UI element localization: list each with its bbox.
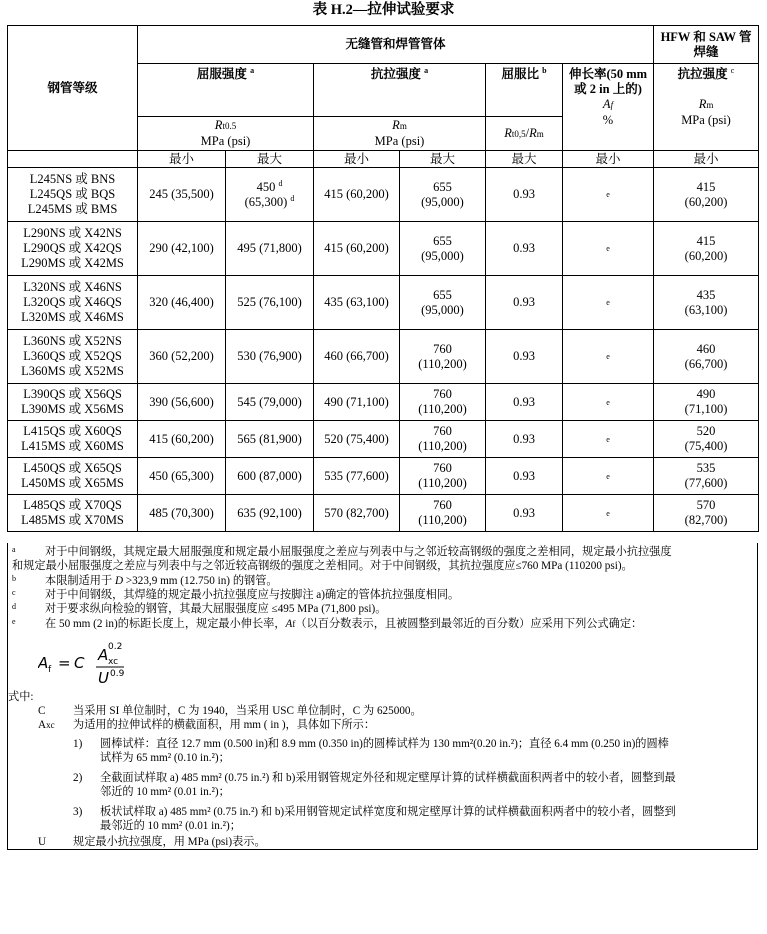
where-axc-key: Axc — [38, 719, 55, 731]
header-weld-tensile: 抗拉强度 $^c$ Rm MPa (psi) — [654, 64, 759, 151]
ys-max-cell: 450 $^d$ (65,300) $^d$ — [226, 168, 314, 222]
ys-min-cell: 320 (46,400) — [138, 276, 226, 330]
ys-min-cell: 415 (60,200) — [138, 421, 226, 458]
footnotes: a 对于中间钢级，其规定最大屈服强度和规定最小屈服强度之差应与列表中与之邻近较高钢级的强度之差相同，规定最小抗拉强度 和规定最小屈服强度之差应与列表中与之邻近较高钢级的强度之差相同。对于中间钢级，其抗拉强度应≤760 MPa (110200 psi)。 b 本限制适用于 D >323,9 mm (12.750 in) 的钢管。 c 对于中间钢级，其焊缝的规定最小抗拉强度应与按脚注 a)确定的管体抗拉强度相同。 d 对于要求纵向检验的钢管，其最大屈服强度应 ≤495 MPa (71,800 psi)。 e 在 50 mm (2 in)的标距长度上，规定最小伸长率，Af（以百分数表示，且被圆整到最邻近的百分数）应采用下列公式确定： A f = C A xc 0.2 U 0.9 式中: C 当采用 SI 单位制时，C 为 1940，当采用 USC 单位制时，C 为 625000。 Axc 为适用的拉伸试样的横截面积，用 mm ( in )，具体如下所示： 1) 圆棒试样：直径 12.7 mm (0.500 in)和 8.9 mm (0.350 in)的圆棒试样为 130 mm²(0.20 in.²)；直径 6.4 mm (0.250 in)的圆棒 试样为 65 mm² (0.10 in.²)； 2) 全截面试样取 a) 485 mm² (0.75 in.²) 和 b)采用钢管规定外径和规定壁厚计算的试样横截面积两者中的较小者，圆整到最 邻近的 10 mm² (0.01 in.²)； 3) 板状试样取 a) 485 mm² (0.75 in.²) 和 b)采用钢管规定试样宽度和规定壁厚计算的试样横截面积两者中的较小者，圆整到 最邻近的 10 mm² (0.01 in.²)； U 规定最小抗拉强度，用 MPa (psi)表示。 — [7, 543, 758, 850]
ts-min-cell: 570 (82,700) — [314, 495, 400, 532]
header-grade: 钢管等级 — [8, 26, 138, 151]
ts-min-cell: 490 (71,100) — [314, 384, 400, 421]
ys-min-cell: 290 (42,100) — [138, 222, 226, 276]
header-elongation: 伸长率(50 mm 或 2 in 上的) Af % — [563, 64, 654, 151]
ys-max-cell: 545 (79,000) — [226, 384, 314, 421]
ts-max-cell: 760 (110,200) — [400, 384, 486, 421]
elong-cell: e — [563, 168, 654, 222]
header-yield-ratio: 屈服比 $^b$ — [486, 64, 563, 117]
ys-max-cell: 525 (76,100) — [226, 276, 314, 330]
table-row — [8, 458, 759, 495]
ts-min-cell: 415 (60,200) — [314, 222, 400, 276]
ts-max-cell: 760 (110,200) — [400, 495, 486, 532]
elong-cell: e — [563, 458, 654, 495]
ts-max-cell: 655 (95,000) — [400, 168, 486, 222]
formula-den: U — [98, 669, 109, 687]
formula-num-sub: xc — [108, 657, 119, 667]
where-u-key: U — [38, 836, 47, 848]
table-row — [8, 421, 759, 458]
ratio-cell: 0.93 — [486, 421, 563, 458]
elong-cell: e — [563, 222, 654, 276]
ts-max-cell: 655 (95,000) — [400, 222, 486, 276]
header-yield-strength: 屈服强度 $^a$ — [138, 64, 314, 117]
elong-cell: e — [563, 421, 654, 458]
table-title: 表 H.2—拉伸试验要求 — [312, 2, 455, 18]
grade-cell: L245NS 或 BNS L245QS 或 BQS L245MS 或 BMS — [8, 168, 138, 222]
header-ratio-symbol: Rt0,5/Rm — [486, 117, 563, 151]
where-label: 式中: — [8, 691, 34, 703]
formula-eq: = — [58, 654, 71, 672]
ys-max-cell: 600 (87,000) — [226, 458, 314, 495]
grade-cell: L415QS 或 X60QS L415MS 或 X60MS — [8, 421, 138, 458]
header-ys-max: 最大 — [226, 151, 314, 168]
list-item: 圆棒试样：直径 12.7 mm (0.500 in)和 8.9 mm (0.350 in)的圆棒试样为 130 mm²(0.20 in.²)；直径 6.4 mm (0.250 in)的圆棒 试样为 65 mm² (0.10 in.²)； — [100, 738, 669, 764]
elong-cell: e — [563, 495, 654, 532]
header-elong-min: 最小 — [563, 151, 654, 168]
where-u-text: 规定最小抗拉强度，用 MPa (psi)表示。 — [73, 836, 266, 848]
ratio-cell: 0.93 — [486, 458, 563, 495]
formula-num: A — [98, 646, 109, 664]
header-hfw-saw: HFW 和 SAW 管焊缝 — [654, 26, 759, 64]
weld-cell: 435 (63,100) — [654, 276, 759, 330]
weld-cell: 520 (75,400) — [654, 421, 759, 458]
grade-cell: L450QS 或 X65QS L450MS 或 X65MS — [8, 458, 138, 495]
ys-max-cell: 495 (71,800) — [226, 222, 314, 276]
header-ts-max: 最大 — [400, 151, 486, 168]
ratio-cell: 0.93 — [486, 384, 563, 421]
weld-cell: 490 (71,100) — [654, 384, 759, 421]
table-row — [8, 330, 759, 384]
ts-min-cell: 415 (60,200) — [314, 168, 400, 222]
header-tensile-strength: 抗拉强度 $^a$ — [314, 64, 486, 117]
weld-cell: 415 (60,200) — [654, 168, 759, 222]
ys-max-cell: 635 (92,100) — [226, 495, 314, 532]
ys-max-cell: 530 (76,900) — [226, 330, 314, 384]
tensile-requirements-table — [7, 25, 759, 532]
elong-cell: e — [563, 276, 654, 330]
ts-max-cell: 760 (110,200) — [400, 458, 486, 495]
ts-max-cell: 760 (110,200) — [400, 330, 486, 384]
formula-coef: C — [74, 654, 85, 672]
weld-cell: 415 (60,200) — [654, 222, 759, 276]
ts-min-cell: 460 (66,700) — [314, 330, 400, 384]
list-item-number: 1) — [73, 738, 83, 750]
ys-min-cell: 485 (70,300) — [138, 495, 226, 532]
ratio-cell: 0.93 — [486, 330, 563, 384]
grade-cell: L320NS 或 X46NS L320QS 或 X46QS L320MS 或 X46MS — [8, 276, 138, 330]
ts-max-cell: 655 (95,000) — [400, 276, 486, 330]
ys-min-cell: 390 (56,600) — [138, 384, 226, 421]
elong-cell: e — [563, 330, 654, 384]
header-weld-min: 最小 — [654, 151, 759, 168]
header-ys-min: 最小 — [138, 151, 226, 168]
grade-cell: L360NS 或 X52NS L360QS 或 X52QS L360MS 或 X52MS — [8, 330, 138, 384]
ys-min-cell: 450 (65,300) — [138, 458, 226, 495]
ys-min-cell: 245 (35,500) — [138, 168, 226, 222]
grade-cell: L390QS 或 X56QS L390MS 或 X56MS — [8, 384, 138, 421]
elongation-formula — [38, 639, 158, 689]
formula-lhs: A — [38, 654, 49, 672]
table-row — [8, 222, 759, 276]
weld-cell: 570 (82,700) — [654, 495, 759, 532]
list-item-number: 2) — [73, 772, 83, 784]
table-row — [8, 168, 759, 222]
header-blank — [8, 151, 138, 168]
grade-cell: L290NS 或 X42NS L290QS 或 X42QS L290MS 或 X42MS — [8, 222, 138, 276]
header-ratio-max: 最大 — [486, 151, 563, 168]
ratio-cell: 0.93 — [486, 168, 563, 222]
formula-lhs-sub: f — [48, 665, 52, 675]
table-row — [8, 495, 759, 532]
where-axc-text: 为适用的拉伸试样的横截面积，用 mm ( in )，具体如下所示： — [73, 719, 376, 731]
formula-num-exp: 0.2 — [108, 642, 123, 652]
header-ts-min: 最小 — [314, 151, 400, 168]
where-c-text: 当采用 SI 单位制时，C 为 1940，当采用 USC 单位制时，C 为 625000。 — [73, 705, 422, 717]
ys-max-cell: 565 (81,900) — [226, 421, 314, 458]
grade-cell: L485QS 或 X70QS L485MS 或 X70MS — [8, 495, 138, 532]
table-row — [8, 384, 759, 421]
ys-min-cell: 360 (52,200) — [138, 330, 226, 384]
ratio-cell: 0.93 — [486, 276, 563, 330]
list-item-number: 3) — [73, 806, 83, 818]
header-tensile-symbol: Rm MPa (psi) — [314, 117, 486, 151]
ts-max-cell: 760 (110,200) — [400, 421, 486, 458]
table-row — [8, 276, 759, 330]
weld-cell: 460 (66,700) — [654, 330, 759, 384]
list-item: 全截面试样取 a) 485 mm² (0.75 in.²) 和 b)采用钢管规定外径和规定壁厚计算的试样横截面积两者中的较小者，圆整到最 邻近的 10 mm² (0.01 in.²)； — [100, 772, 676, 798]
header-seamless-welded: 无缝管和焊管管体 — [138, 26, 654, 64]
formula-den-exp: 0.9 — [110, 669, 125, 679]
ts-min-cell: 535 (77,600) — [314, 458, 400, 495]
where-c-key: C — [38, 705, 46, 717]
ratio-cell: 0.93 — [486, 495, 563, 532]
ts-min-cell: 435 (63,100) — [314, 276, 400, 330]
list-item: 板状试样取 a) 485 mm² (0.75 in.²) 和 b)采用钢管规定试样宽度和规定壁厚计算的试样横截面积两者中的较小者，圆整到 最邻近的 10 mm² (0.01 in.²)； — [100, 806, 676, 832]
weld-cell: 535 (77,600) — [654, 458, 759, 495]
elong-cell: e — [563, 384, 654, 421]
header-yield-symbol: Rt0.5 MPa (psi) — [138, 117, 314, 151]
ratio-cell: 0.93 — [486, 222, 563, 276]
ts-min-cell: 520 (75,400) — [314, 421, 400, 458]
